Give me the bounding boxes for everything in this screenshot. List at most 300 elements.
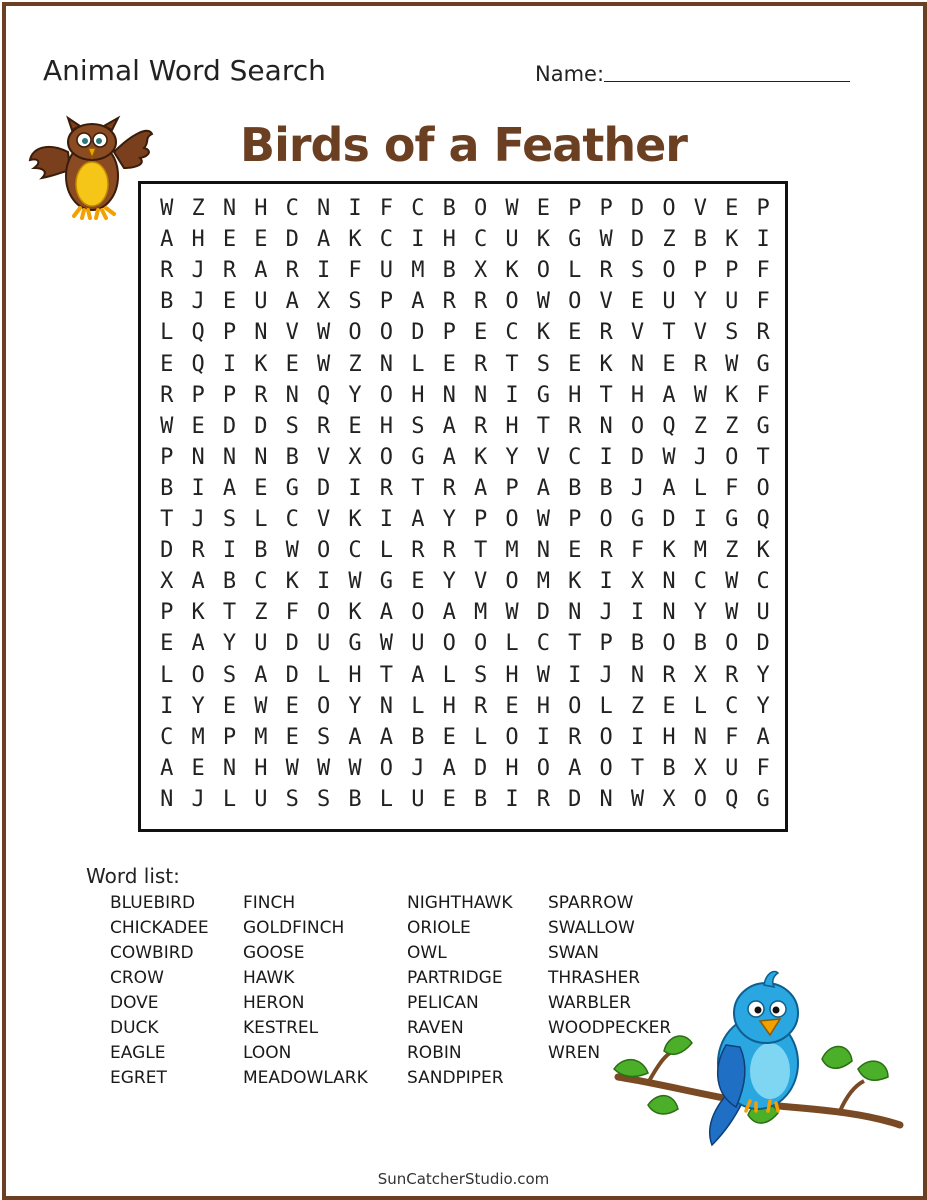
grid-letter[interactable]: S bbox=[473, 662, 488, 688]
grid-letter[interactable]: B bbox=[693, 631, 707, 657]
grid-letter[interactable]: U bbox=[411, 786, 425, 812]
grid-letter[interactable]: C bbox=[725, 693, 739, 719]
grid-letter[interactable]: Z bbox=[725, 413, 739, 439]
grid-letter[interactable]: C bbox=[348, 538, 362, 564]
grid-letter[interactable]: T bbox=[536, 413, 550, 439]
grid-letter[interactable]: E bbox=[348, 413, 362, 439]
grid-letter[interactable]: U bbox=[662, 289, 676, 315]
grid-letter[interactable]: T bbox=[222, 600, 237, 626]
grid-letter[interactable]: O bbox=[725, 631, 739, 657]
grid-letter[interactable]: S bbox=[285, 786, 299, 812]
grid-letter[interactable]: E bbox=[568, 538, 582, 564]
grid-letter[interactable]: R bbox=[599, 258, 613, 284]
grid-letter[interactable]: N bbox=[222, 444, 237, 470]
grid-letter[interactable]: W bbox=[725, 569, 739, 595]
grid-letter[interactable]: L bbox=[317, 662, 331, 688]
grid-letter[interactable]: A bbox=[160, 227, 174, 253]
grid-letter[interactable]: A bbox=[379, 724, 394, 750]
grid-letter[interactable]: R bbox=[473, 693, 488, 719]
grid-letter[interactable]: Y bbox=[442, 569, 456, 595]
grid-letter[interactable]: R bbox=[473, 289, 488, 315]
grid-letter[interactable]: B bbox=[693, 227, 707, 253]
grid-letter[interactable]: Z bbox=[348, 351, 362, 377]
grid-letter[interactable]: B bbox=[568, 475, 582, 501]
grid-letter[interactable]: D bbox=[568, 786, 582, 812]
grid-letter[interactable]: O bbox=[505, 507, 519, 532]
grid-letter[interactable]: W bbox=[505, 196, 519, 221]
grid-letter[interactable]: K bbox=[725, 382, 739, 408]
grid-letter[interactable]: V bbox=[317, 444, 331, 470]
grid-letter[interactable]: H bbox=[536, 693, 550, 719]
grid-letter[interactable]: J bbox=[630, 475, 645, 501]
grid-letter[interactable]: F bbox=[285, 600, 299, 626]
grid-letter[interactable]: E bbox=[160, 631, 174, 657]
grid-letter[interactable]: P bbox=[222, 382, 237, 408]
grid-letter[interactable]: J bbox=[191, 258, 205, 284]
grid-letter[interactable]: L bbox=[568, 258, 582, 284]
grid-letter[interactable]: C bbox=[285, 507, 299, 532]
grid-letter[interactable]: F bbox=[630, 538, 645, 564]
grid-letter[interactable]: R bbox=[254, 382, 268, 408]
grid-letter[interactable]: H bbox=[662, 724, 676, 750]
grid-letter[interactable]: Q bbox=[191, 351, 205, 377]
grid-letter[interactable]: O bbox=[191, 662, 205, 688]
grid-letter[interactable]: K bbox=[568, 569, 582, 595]
grid-letter[interactable]: A bbox=[348, 724, 362, 750]
grid-letter[interactable]: O bbox=[379, 320, 394, 346]
grid-letter[interactable]: E bbox=[191, 413, 205, 439]
grid-letter[interactable]: N bbox=[442, 382, 456, 408]
grid-letter[interactable]: I bbox=[693, 507, 707, 532]
grid-letter[interactable]: O bbox=[317, 538, 331, 564]
grid-letter[interactable]: O bbox=[505, 289, 519, 315]
grid-letter[interactable]: D bbox=[254, 413, 268, 439]
grid-letter[interactable]: R bbox=[379, 475, 394, 501]
grid-letter[interactable]: N bbox=[254, 444, 268, 470]
grid-letter[interactable]: F bbox=[756, 382, 770, 408]
grid-letter[interactable]: O bbox=[693, 786, 707, 812]
grid-letter[interactable]: R bbox=[411, 538, 425, 564]
grid-letter[interactable]: V bbox=[693, 320, 707, 346]
grid-letter[interactable]: C bbox=[411, 196, 425, 221]
grid-letter[interactable]: H bbox=[254, 196, 268, 221]
grid-letter[interactable]: B bbox=[599, 475, 613, 501]
grid-letter[interactable]: E bbox=[568, 320, 582, 346]
grid-letter[interactable]: G bbox=[348, 631, 362, 657]
grid-letter[interactable]: L bbox=[442, 662, 456, 688]
grid-letter[interactable]: S bbox=[317, 724, 331, 750]
grid-letter[interactable]: A bbox=[160, 755, 174, 781]
grid-letter[interactable]: I bbox=[348, 196, 362, 221]
grid-letter[interactable]: E bbox=[442, 724, 456, 750]
grid-letter[interactable]: I bbox=[630, 724, 645, 750]
grid-letter[interactable]: W bbox=[160, 413, 174, 439]
grid-letter[interactable]: L bbox=[160, 662, 174, 688]
grid-letter[interactable]: G bbox=[756, 786, 770, 812]
grid-letter[interactable]: E bbox=[536, 196, 550, 221]
grid-letter[interactable]: E bbox=[442, 351, 456, 377]
grid-letter[interactable]: V bbox=[693, 196, 707, 221]
grid-letter[interactable]: D bbox=[317, 475, 331, 501]
grid-letter[interactable]: Y bbox=[756, 693, 770, 719]
grid-letter[interactable]: O bbox=[568, 289, 582, 315]
grid-letter[interactable]: P bbox=[191, 382, 205, 408]
grid-letter[interactable]: P bbox=[160, 600, 174, 626]
grid-letter[interactable]: D bbox=[630, 227, 645, 253]
grid-letter[interactable]: R bbox=[160, 382, 174, 408]
grid-letter[interactable]: U bbox=[756, 600, 770, 626]
grid-letter[interactable]: P bbox=[222, 320, 237, 346]
grid-letter[interactable]: V bbox=[536, 444, 550, 470]
grid-letter[interactable]: B bbox=[222, 569, 237, 595]
grid-letter[interactable]: H bbox=[505, 662, 519, 688]
grid-letter[interactable]: B bbox=[160, 289, 174, 315]
grid-letter[interactable]: F bbox=[756, 755, 770, 781]
grid-letter[interactable]: T bbox=[473, 538, 488, 564]
grid-letter[interactable]: C bbox=[693, 569, 707, 595]
grid-letter[interactable]: W bbox=[348, 755, 362, 781]
grid-letter[interactable]: N bbox=[630, 351, 645, 377]
grid-letter[interactable]: U bbox=[254, 786, 268, 812]
grid-letter[interactable]: I bbox=[599, 444, 613, 470]
grid-letter[interactable]: V bbox=[317, 507, 331, 532]
grid-letter[interactable]: O bbox=[662, 631, 676, 657]
grid-letter[interactable]: I bbox=[536, 724, 550, 750]
grid-letter[interactable]: R bbox=[222, 258, 237, 284]
grid-letter[interactable]: F bbox=[756, 258, 770, 284]
grid-letter[interactable]: P bbox=[568, 196, 582, 221]
grid-letter[interactable]: E bbox=[662, 351, 676, 377]
grid-letter[interactable]: W bbox=[725, 351, 739, 377]
grid-letter[interactable]: V bbox=[285, 320, 299, 346]
grid-letter[interactable]: B bbox=[630, 631, 645, 657]
grid-letter[interactable]: D bbox=[411, 320, 425, 346]
grid-letter[interactable]: O bbox=[317, 600, 331, 626]
grid-letter[interactable]: O bbox=[379, 755, 394, 781]
grid-letter[interactable]: E bbox=[411, 569, 425, 595]
grid-letter[interactable]: G bbox=[285, 475, 299, 501]
grid-letter[interactable]: M bbox=[473, 600, 488, 626]
grid-letter[interactable]: W bbox=[662, 444, 676, 470]
grid-letter[interactable]: A bbox=[254, 662, 268, 688]
grid-letter[interactable]: Q bbox=[662, 413, 676, 439]
grid-letter[interactable]: M bbox=[693, 538, 707, 564]
grid-letter[interactable]: U bbox=[254, 631, 268, 657]
grid-letter[interactable]: D bbox=[756, 631, 770, 657]
grid-letter[interactable]: X bbox=[693, 755, 707, 781]
grid-letter[interactable]: L bbox=[160, 320, 174, 346]
grid-letter[interactable]: O bbox=[599, 724, 613, 750]
grid-letter[interactable]: D bbox=[222, 413, 237, 439]
grid-letter[interactable]: A bbox=[442, 600, 456, 626]
grid-letter[interactable]: N bbox=[191, 444, 205, 470]
grid-letter[interactable]: P bbox=[693, 258, 707, 284]
grid-letter[interactable]: H bbox=[505, 755, 519, 781]
grid-letter[interactable]: T bbox=[662, 320, 676, 346]
grid-letter[interactable]: S bbox=[411, 413, 425, 439]
grid-letter[interactable]: A bbox=[442, 413, 456, 439]
grid-letter[interactable]: P bbox=[473, 507, 488, 532]
grid-letter[interactable]: D bbox=[630, 444, 645, 470]
grid-letter[interactable]: E bbox=[630, 289, 645, 315]
grid-letter[interactable]: D bbox=[285, 227, 299, 253]
grid-letter[interactable]: N bbox=[693, 724, 707, 750]
grid-letter[interactable]: F bbox=[725, 724, 739, 750]
grid-letter[interactable]: D bbox=[536, 600, 550, 626]
grid-letter[interactable]: D bbox=[662, 507, 676, 532]
grid-letter[interactable]: K bbox=[191, 600, 205, 626]
grid-letter[interactable]: K bbox=[348, 507, 362, 532]
grid-letter[interactable]: R bbox=[191, 538, 205, 564]
grid-letter[interactable]: A bbox=[222, 475, 237, 501]
grid-letter[interactable]: Y bbox=[191, 693, 205, 719]
grid-letter[interactable]: C bbox=[568, 444, 582, 470]
grid-letter[interactable]: R bbox=[568, 724, 582, 750]
grid-letter[interactable]: C bbox=[285, 196, 299, 221]
grid-letter[interactable]: E bbox=[191, 755, 205, 781]
grid-letter[interactable]: F bbox=[725, 475, 739, 501]
grid-letter[interactable]: O bbox=[536, 258, 550, 284]
grid-letter[interactable]: H bbox=[379, 413, 394, 439]
grid-letter[interactable]: B bbox=[662, 755, 676, 781]
grid-letter[interactable]: U bbox=[725, 289, 739, 315]
grid-letter[interactable]: D bbox=[630, 196, 645, 221]
grid-letter[interactable]: R bbox=[473, 413, 488, 439]
grid-letter[interactable]: G bbox=[756, 351, 770, 377]
grid-letter[interactable]: I bbox=[317, 258, 331, 284]
grid-letter[interactable]: T bbox=[630, 755, 645, 781]
grid-letter[interactable]: R bbox=[756, 320, 770, 346]
grid-letter[interactable]: U bbox=[411, 631, 425, 657]
grid-letter[interactable]: I bbox=[379, 507, 394, 532]
grid-letter[interactable]: I bbox=[191, 475, 205, 501]
grid-letter[interactable]: U bbox=[505, 227, 519, 253]
grid-letter[interactable]: H bbox=[348, 662, 362, 688]
grid-letter[interactable]: E bbox=[285, 724, 299, 750]
grid-letter[interactable]: Q bbox=[317, 382, 331, 408]
grid-letter[interactable]: X bbox=[693, 662, 707, 688]
grid-letter[interactable]: O bbox=[756, 475, 770, 501]
grid-letter[interactable]: W bbox=[725, 600, 739, 626]
grid-letter[interactable]: I bbox=[222, 538, 237, 564]
grid-letter[interactable]: E bbox=[473, 320, 488, 346]
grid-letter[interactable]: O bbox=[568, 693, 582, 719]
grid-letter[interactable]: L bbox=[254, 507, 268, 532]
grid-letter[interactable]: V bbox=[473, 569, 488, 595]
grid-letter[interactable]: Y bbox=[222, 631, 237, 657]
grid-letter[interactable]: K bbox=[536, 320, 550, 346]
grid-letter[interactable]: K bbox=[285, 569, 299, 595]
grid-letter[interactable]: A bbox=[285, 289, 299, 315]
grid-letter[interactable]: E bbox=[222, 227, 237, 253]
grid-letter[interactable]: L bbox=[411, 693, 425, 719]
grid-letter[interactable]: N bbox=[222, 196, 237, 221]
grid-letter[interactable]: R bbox=[285, 258, 299, 284]
grid-letter[interactable]: Q bbox=[756, 507, 770, 532]
grid-letter[interactable]: N bbox=[536, 538, 550, 564]
grid-letter[interactable]: N bbox=[379, 693, 394, 719]
grid-letter[interactable]: K bbox=[662, 538, 676, 564]
grid-letter[interactable]: L bbox=[379, 786, 394, 812]
grid-letter[interactable]: N bbox=[599, 413, 613, 439]
grid-letter[interactable]: G bbox=[568, 227, 582, 253]
grid-letter[interactable]: X bbox=[662, 786, 676, 812]
grid-letter[interactable]: N bbox=[662, 600, 676, 626]
grid-letter[interactable]: O bbox=[725, 444, 739, 470]
grid-letter[interactable]: T bbox=[756, 444, 770, 470]
grid-letter[interactable]: K bbox=[348, 600, 362, 626]
grid-letter[interactable]: C bbox=[160, 724, 174, 750]
grid-letter[interactable]: Z bbox=[254, 600, 268, 626]
grid-letter[interactable]: Y bbox=[348, 693, 362, 719]
grid-letter[interactable]: O bbox=[630, 413, 645, 439]
grid-letter[interactable]: Q bbox=[191, 320, 205, 346]
grid-letter[interactable]: P bbox=[568, 507, 582, 532]
grid-letter[interactable]: A bbox=[379, 600, 394, 626]
grid-letter[interactable]: L bbox=[379, 538, 394, 564]
grid-letter[interactable]: C bbox=[505, 320, 519, 346]
grid-letter[interactable]: M bbox=[505, 538, 519, 564]
grid-letter[interactable]: P bbox=[725, 258, 739, 284]
grid-letter[interactable]: I bbox=[160, 693, 174, 719]
grid-letter[interactable]: F bbox=[348, 258, 362, 284]
grid-letter[interactable]: D bbox=[160, 538, 174, 564]
grid-letter[interactable]: H bbox=[442, 227, 456, 253]
grid-letter[interactable]: W bbox=[693, 382, 707, 408]
grid-letter[interactable]: S bbox=[630, 258, 645, 284]
grid-letter[interactable]: I bbox=[505, 786, 519, 812]
grid-letter[interactable]: X bbox=[317, 289, 331, 315]
grid-letter[interactable]: W bbox=[630, 786, 645, 812]
grid-letter[interactable]: B bbox=[442, 258, 456, 284]
grid-letter[interactable]: O bbox=[599, 507, 613, 532]
grid-letter[interactable]: Y bbox=[505, 444, 519, 470]
grid-letter[interactable]: V bbox=[599, 289, 613, 315]
grid-letter[interactable]: K bbox=[254, 351, 268, 377]
grid-letter[interactable]: L bbox=[599, 693, 613, 719]
grid-letter[interactable]: O bbox=[505, 724, 519, 750]
grid-letter[interactable]: H bbox=[505, 413, 519, 439]
grid-letter[interactable]: L bbox=[222, 786, 237, 812]
grid-letter[interactable]: A bbox=[442, 444, 456, 470]
grid-letter[interactable]: A bbox=[662, 382, 676, 408]
grid-letter[interactable]: P bbox=[599, 631, 613, 657]
grid-letter[interactable]: O bbox=[411, 600, 425, 626]
grid-letter[interactable]: L bbox=[473, 724, 488, 750]
grid-letter[interactable]: J bbox=[599, 600, 613, 626]
grid-letter[interactable]: Z bbox=[662, 227, 676, 253]
grid-letter[interactable]: T bbox=[379, 662, 394, 688]
grid-letter[interactable]: N bbox=[379, 351, 394, 377]
grid-letter[interactable]: J bbox=[599, 662, 613, 688]
grid-letter[interactable]: W bbox=[536, 662, 550, 688]
grid-letter[interactable]: P bbox=[379, 289, 394, 315]
grid-letter[interactable]: U bbox=[317, 631, 331, 657]
grid-letter[interactable]: P bbox=[442, 320, 456, 346]
grid-letter[interactable]: B bbox=[285, 444, 299, 470]
grid-letter[interactable]: G bbox=[411, 444, 425, 470]
grid-letter[interactable]: E bbox=[505, 693, 519, 719]
grid-letter[interactable]: W bbox=[379, 631, 394, 657]
grid-letter[interactable]: R bbox=[693, 351, 707, 377]
grid-letter[interactable]: C bbox=[254, 569, 268, 595]
grid-letter[interactable]: U bbox=[254, 289, 268, 315]
grid-letter[interactable]: J bbox=[191, 507, 205, 532]
grid-letter[interactable]: L bbox=[505, 631, 519, 657]
grid-letter[interactable]: N bbox=[473, 382, 488, 408]
grid-letter[interactable]: M bbox=[191, 724, 205, 750]
grid-letter[interactable]: G bbox=[630, 507, 645, 532]
grid-letter[interactable]: W bbox=[599, 227, 613, 253]
grid-letter[interactable]: U bbox=[725, 755, 739, 781]
grid-letter[interactable]: E bbox=[254, 475, 268, 501]
grid-letter[interactable]: A bbox=[191, 631, 205, 657]
grid-letter[interactable]: S bbox=[317, 786, 331, 812]
grid-letter[interactable]: L bbox=[693, 693, 707, 719]
grid-letter[interactable]: R bbox=[442, 289, 456, 315]
grid-letter[interactable]: I bbox=[568, 662, 582, 688]
grid-letter[interactable]: T bbox=[411, 475, 425, 501]
grid-letter[interactable]: I bbox=[411, 227, 425, 253]
grid-letter[interactable]: J bbox=[191, 786, 205, 812]
grid-letter[interactable]: I bbox=[317, 569, 331, 595]
grid-letter[interactable]: O bbox=[536, 755, 550, 781]
grid-letter[interactable]: K bbox=[473, 444, 488, 470]
grid-letter[interactable]: A bbox=[473, 475, 488, 501]
grid-letter[interactable]: Z bbox=[725, 538, 739, 564]
grid-letter[interactable]: T bbox=[568, 631, 582, 657]
grid-letter[interactable]: E bbox=[254, 227, 268, 253]
grid-letter[interactable]: P bbox=[505, 475, 519, 501]
grid-letter[interactable]: X bbox=[473, 258, 488, 284]
grid-letter[interactable]: H bbox=[568, 382, 582, 408]
grid-letter[interactable]: P bbox=[222, 724, 237, 750]
grid-letter[interactable]: D bbox=[285, 662, 299, 688]
grid-letter[interactable]: R bbox=[599, 538, 613, 564]
grid-letter[interactable]: G bbox=[725, 507, 739, 532]
grid-letter[interactable]: Y bbox=[348, 382, 362, 408]
grid-letter[interactable]: E bbox=[285, 351, 299, 377]
grid-letter[interactable]: M bbox=[536, 569, 550, 595]
grid-letter[interactable]: Z bbox=[693, 413, 707, 439]
grid-letter[interactable]: T bbox=[599, 382, 613, 408]
grid-letter[interactable]: O bbox=[599, 755, 613, 781]
grid-letter[interactable]: G bbox=[536, 382, 550, 408]
grid-letter[interactable]: C bbox=[756, 569, 770, 595]
grid-letter[interactable]: E bbox=[662, 693, 676, 719]
grid-letter[interactable]: M bbox=[411, 258, 425, 284]
grid-letter[interactable]: O bbox=[473, 631, 488, 657]
grid-letter[interactable]: A bbox=[254, 258, 268, 284]
grid-letter[interactable]: C bbox=[379, 227, 394, 253]
grid-letter[interactable]: I bbox=[756, 227, 770, 253]
grid-letter[interactable]: E bbox=[442, 786, 456, 812]
grid-letter[interactable]: N bbox=[568, 600, 582, 626]
grid-letter[interactable]: N bbox=[222, 755, 237, 781]
grid-letter[interactable]: E bbox=[568, 351, 582, 377]
grid-letter[interactable]: B bbox=[160, 475, 174, 501]
grid-letter[interactable]: F bbox=[756, 289, 770, 315]
grid-letter[interactable]: A bbox=[662, 475, 676, 501]
grid-letter[interactable]: W bbox=[317, 320, 331, 346]
grid-letter[interactable]: E bbox=[222, 693, 237, 719]
grid-letter[interactable]: W bbox=[160, 196, 174, 221]
grid-letter[interactable]: N bbox=[662, 569, 676, 595]
grid-letter[interactable]: J bbox=[191, 289, 205, 315]
grid-letter[interactable]: R bbox=[662, 662, 676, 688]
grid-letter[interactable]: A bbox=[191, 569, 205, 595]
grid-letter[interactable]: Q bbox=[725, 786, 739, 812]
